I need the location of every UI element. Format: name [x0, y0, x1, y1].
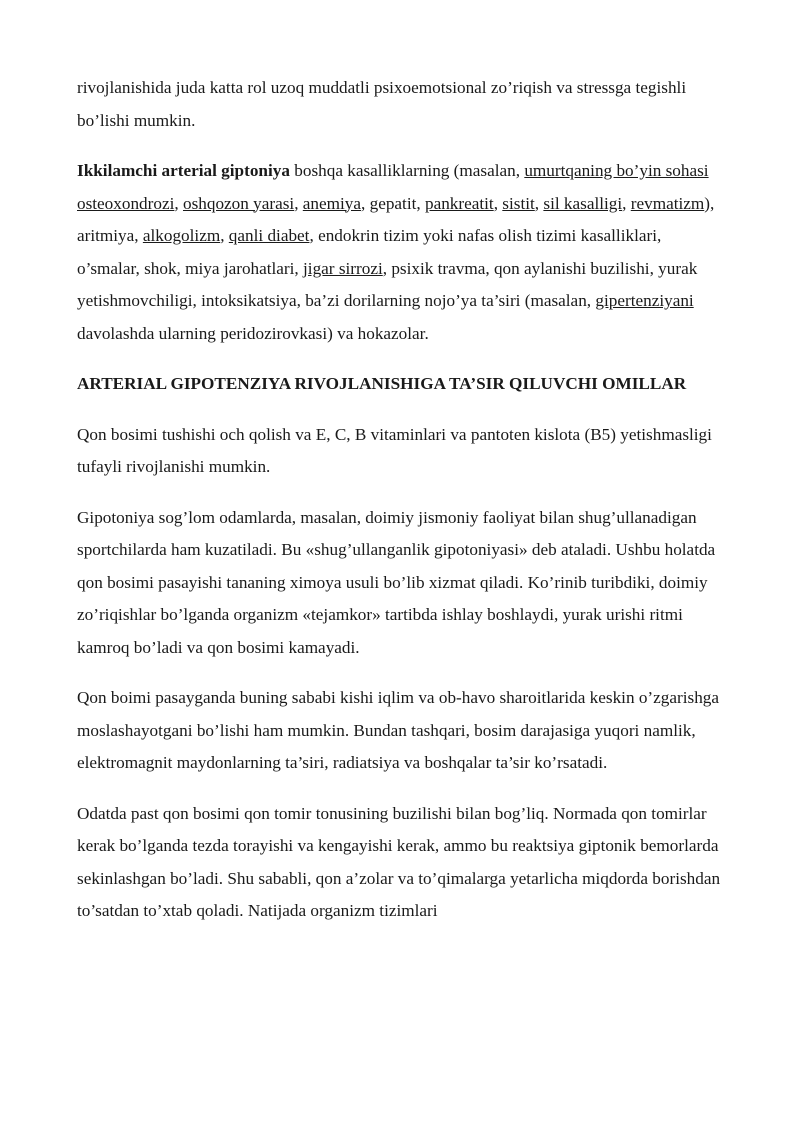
document-page: [77, 72, 727, 946]
link-diabetes[interactable]: qanli diabet: [228, 226, 310, 245]
paragraph-athletes: Gipotoniya sog’lom odamlarda, masalan, doimiy jismoniy faoliyat bilan shug’ullanadigan sportchilarda ham kuzatiladi. Bu «shug’ullanganlik gipotoniyasi» deb ataladi. Ushbu holatda qon bosimi pasayishi tananing ximoya usuli bo’lib xizmat qiladi. Ko’rinib turibdiki, doimiy zo’riqishlar bo’lganda organizm «tejamkor» tartibda ishlay boshlaydi, yurak urishi ritmi kamroq bo’ladi va qon bosimi kamayadi.: [77, 507, 716, 657]
paragraph-climate: Qon boimi pasayganda buning sababi kishi iqlim va ob-havo sharoitlarida keskin o’zgarishga moslashayotgani bo’lishi ham mumkin. Bundan tashqari, bosim darajasiga yuqori namlik, elektromagnit maydonlarning ta’siri, radiatsiya va boshqalar ta’sir ko’rsatadi.: [77, 688, 720, 772]
link-hypertension[interactable]: gipertenziyani: [595, 291, 694, 310]
paragraph-vitamins: Qon bosimi tushishi och qolish va E, C, B vitaminlari va pantoten kislota (B5) yetishmasligi tufayli rivojlanishi mumkin.: [77, 424, 712, 476]
link-osteochondrosis[interactable]: umurtqaning bo’yin sohasi osteoxondrozi: [77, 161, 709, 213]
paragraph-secondary-hypertension: Ikkilamchi arterial giptoniya boshqa kasalliklarning (masalan, umurtqaning bo’yin sohasi osteoxondrozi, oshqozon yarasi, anemiya, gepatit, pankreatit, sistit, sil kasalligi, revmatizm), aritmiya, alkogolizm, qanli diabet, endokrin tizim yoki nafas olish tizimi kasalliklari, o’smalar, shok, miya jarohatlari, jigar sirrozi, psixik travma, qon aylanishi buzilishi, yurak yetishmovchiligi, intoksikatsiya, ba’zi dorilarning nojo’ya ta’siri (masalan, gipertenziyani davolashda ularning peridozirovkasi) va hokazolar.: [77, 161, 715, 343]
link-rheumatism[interactable]: revmatizm: [630, 193, 705, 213]
paragraph-stress: rivojlanishida juda katta rol uzoq muddatli psixoemotsional zo’riqish va stressga tegishli bo’lishi mumkin.: [77, 78, 687, 130]
section-heading: ARTERIAL GIPOTENZIYA RIVOJLANISHIGA TA’SIR QILUVCHI OMILLAR: [77, 374, 687, 393]
term-secondary-hypertension: Ikkilamchi arterial giptoniya: [77, 161, 290, 180]
link-stomach-ulcer[interactable]: oshqozon yarasi: [182, 193, 295, 213]
link-anemia[interactable]: anemiya: [302, 193, 362, 213]
link-tuberculosis[interactable]: sil kasalligi: [543, 193, 623, 213]
paragraph-vascular-tone: Odatda past qon bosimi qon tomir tonusining buzilishi bilan bog’liq. Normada qon tomirlar kerak bo’lganda tezda torayishi va kengayishi kerak, ammo bu reaktsiya giptonik bemorlarda sekinlashgan bo’ladi. Shu sababli, qon a’zolar va to’qimalarga yetarlicha miqdorda borishdan to’satdan to’xtab qoladi. Natijada organizm tizimlari: [77, 803, 721, 920]
link-alcoholism[interactable]: alkogolizm: [142, 226, 221, 245]
link-cystitis[interactable]: sistit: [502, 193, 535, 213]
link-liver-cirrhosis[interactable]: jigar sirrozi: [303, 258, 383, 278]
link-pancreatitis[interactable]: pankreatit: [424, 193, 494, 213]
